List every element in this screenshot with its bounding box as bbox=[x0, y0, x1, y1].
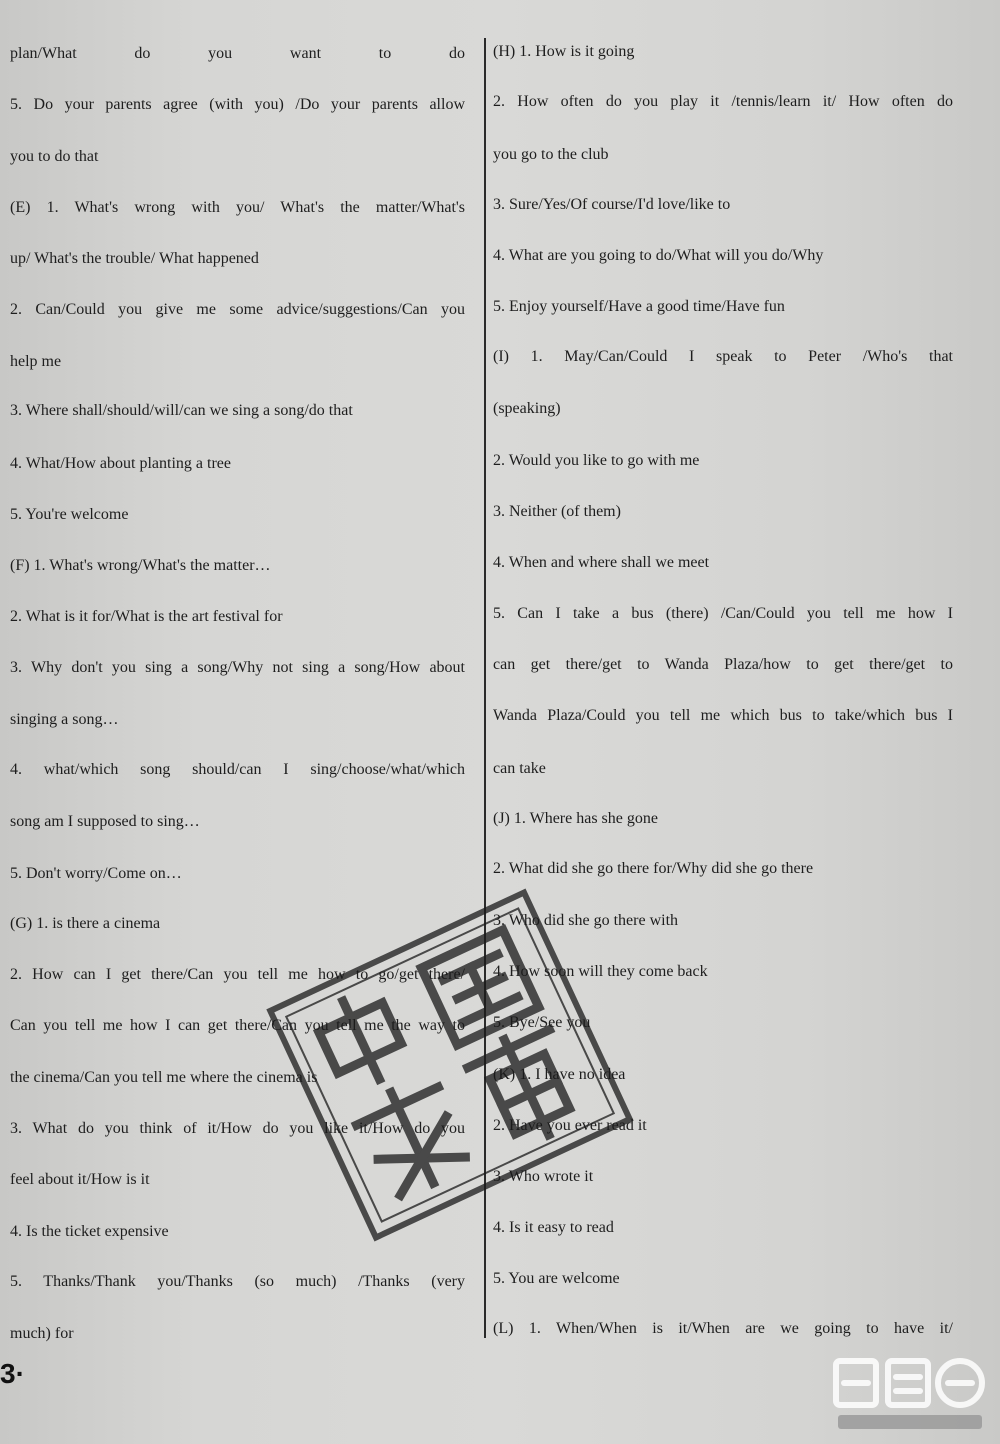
text-line: 4. When and where shall we meet bbox=[493, 554, 710, 571]
text-line: (K) 1. I have no idea bbox=[493, 1066, 626, 1083]
text-line: 3. What do you think of it/How do you like it/How do you bbox=[10, 1120, 465, 1137]
text-line: song am I supposed to sing… bbox=[10, 813, 200, 830]
text-line: 5. Do your parents agree (with you) /Do your parents allow bbox=[10, 96, 465, 113]
text-line: 4. What/How about planting a tree bbox=[10, 455, 231, 472]
text-line: 4. How soon will they come back bbox=[493, 963, 708, 980]
text-line: 4. Is the ticket expensive bbox=[10, 1223, 169, 1240]
text-line: 5. You are welcome bbox=[493, 1270, 620, 1287]
text-line: 4. What are you going to do/What will you do/Why bbox=[493, 247, 824, 264]
text-line: 3. Who wrote it bbox=[493, 1168, 594, 1185]
text-line: much) for bbox=[10, 1325, 74, 1342]
text-line: you to do that bbox=[10, 148, 99, 165]
text-line: 4. what/which song should/can I sing/choose/what/which bbox=[10, 761, 465, 778]
text-line: 5. You're welcome bbox=[10, 506, 129, 523]
text-line: 4. Is it easy to read bbox=[493, 1219, 614, 1236]
text-line: 2. Have you ever read it bbox=[493, 1117, 647, 1134]
text-line: the cinema/Can you tell me where the cinema is bbox=[10, 1069, 318, 1086]
text-line: 3. Sure/Yes/Of course/I'd love/like to bbox=[493, 196, 731, 213]
text-line: 3. Where shall/should/will/can we sing a song/do that bbox=[10, 402, 353, 419]
text-line: (G) 1. is there a cinema bbox=[10, 915, 161, 932]
text-line: 5. Don't worry/Come on… bbox=[10, 865, 182, 882]
page-number: 3· bbox=[0, 1358, 25, 1389]
text-line: help me bbox=[10, 353, 62, 370]
text-line: (I) 1. May/Can/Could I speak to Peter /Who's that bbox=[493, 348, 953, 365]
text-line: (speaking) bbox=[493, 400, 561, 417]
text-line: (F) 1. What's wrong/What's the matter… bbox=[10, 557, 271, 574]
text-line: feel about it/How is it bbox=[10, 1171, 150, 1188]
text-line: 5. Thanks/Thank you/Thanks (so much) /Thanks (very bbox=[10, 1273, 465, 1290]
text-line: (H) 1. How is it going bbox=[493, 43, 635, 60]
watermark-logo bbox=[830, 1355, 990, 1435]
text-line: (J) 1. Where has she gone bbox=[493, 810, 658, 827]
text-line: can get there/get to Wanda Plaza/how to get there/get to bbox=[493, 656, 953, 673]
text-line: 3. Why don't you sing a song/Why not sing a song/How about bbox=[10, 659, 465, 676]
text-line: 3. Who did she go there with bbox=[493, 912, 679, 929]
text-line: 5. Bye/See you bbox=[493, 1014, 591, 1031]
text-line: 5. Can I take a bus (there) /Can/Could you tell me how I bbox=[493, 605, 953, 622]
text-line: (L) 1. When/When is it/When are we going to have it/ bbox=[493, 1320, 953, 1337]
text-line: plan/What do you want to do bbox=[10, 45, 465, 62]
text-line: can take bbox=[493, 760, 546, 777]
text-line: you go to the club bbox=[493, 146, 609, 163]
text-line: up/ What's the trouble/ What happened bbox=[10, 250, 259, 267]
text-line: Wanda Plaza/Could you tell me which bus to take/which bus I bbox=[493, 707, 953, 724]
text-line: 2. How often do you play it /tennis/learn it/ How often do bbox=[493, 93, 953, 110]
text-line: 5. Enjoy yourself/Have a good time/Have fun bbox=[493, 298, 785, 315]
text-line: 2. What is it for/What is the art festival for bbox=[10, 608, 283, 625]
text-line: 2. Would you like to go with me bbox=[493, 452, 700, 469]
text-line: Can you tell me how I can get there/Can you tell me the way to bbox=[10, 1017, 465, 1034]
text-line: singing a song… bbox=[10, 711, 119, 728]
text-line: 2. How can I get there/Can you tell me how to go/get there/ bbox=[10, 966, 465, 983]
publisher-stamp bbox=[257, 879, 643, 1250]
text-line: (E) 1. What's wrong with you/ What's the matter/What's bbox=[10, 199, 465, 216]
text-line: 2. Can/Could you give me some advice/suggestions/Can you bbox=[10, 301, 465, 318]
text-line: 2. What did she go there for/Why did she go there bbox=[493, 860, 814, 877]
text-line: 3. Neither (of them) bbox=[493, 503, 621, 520]
